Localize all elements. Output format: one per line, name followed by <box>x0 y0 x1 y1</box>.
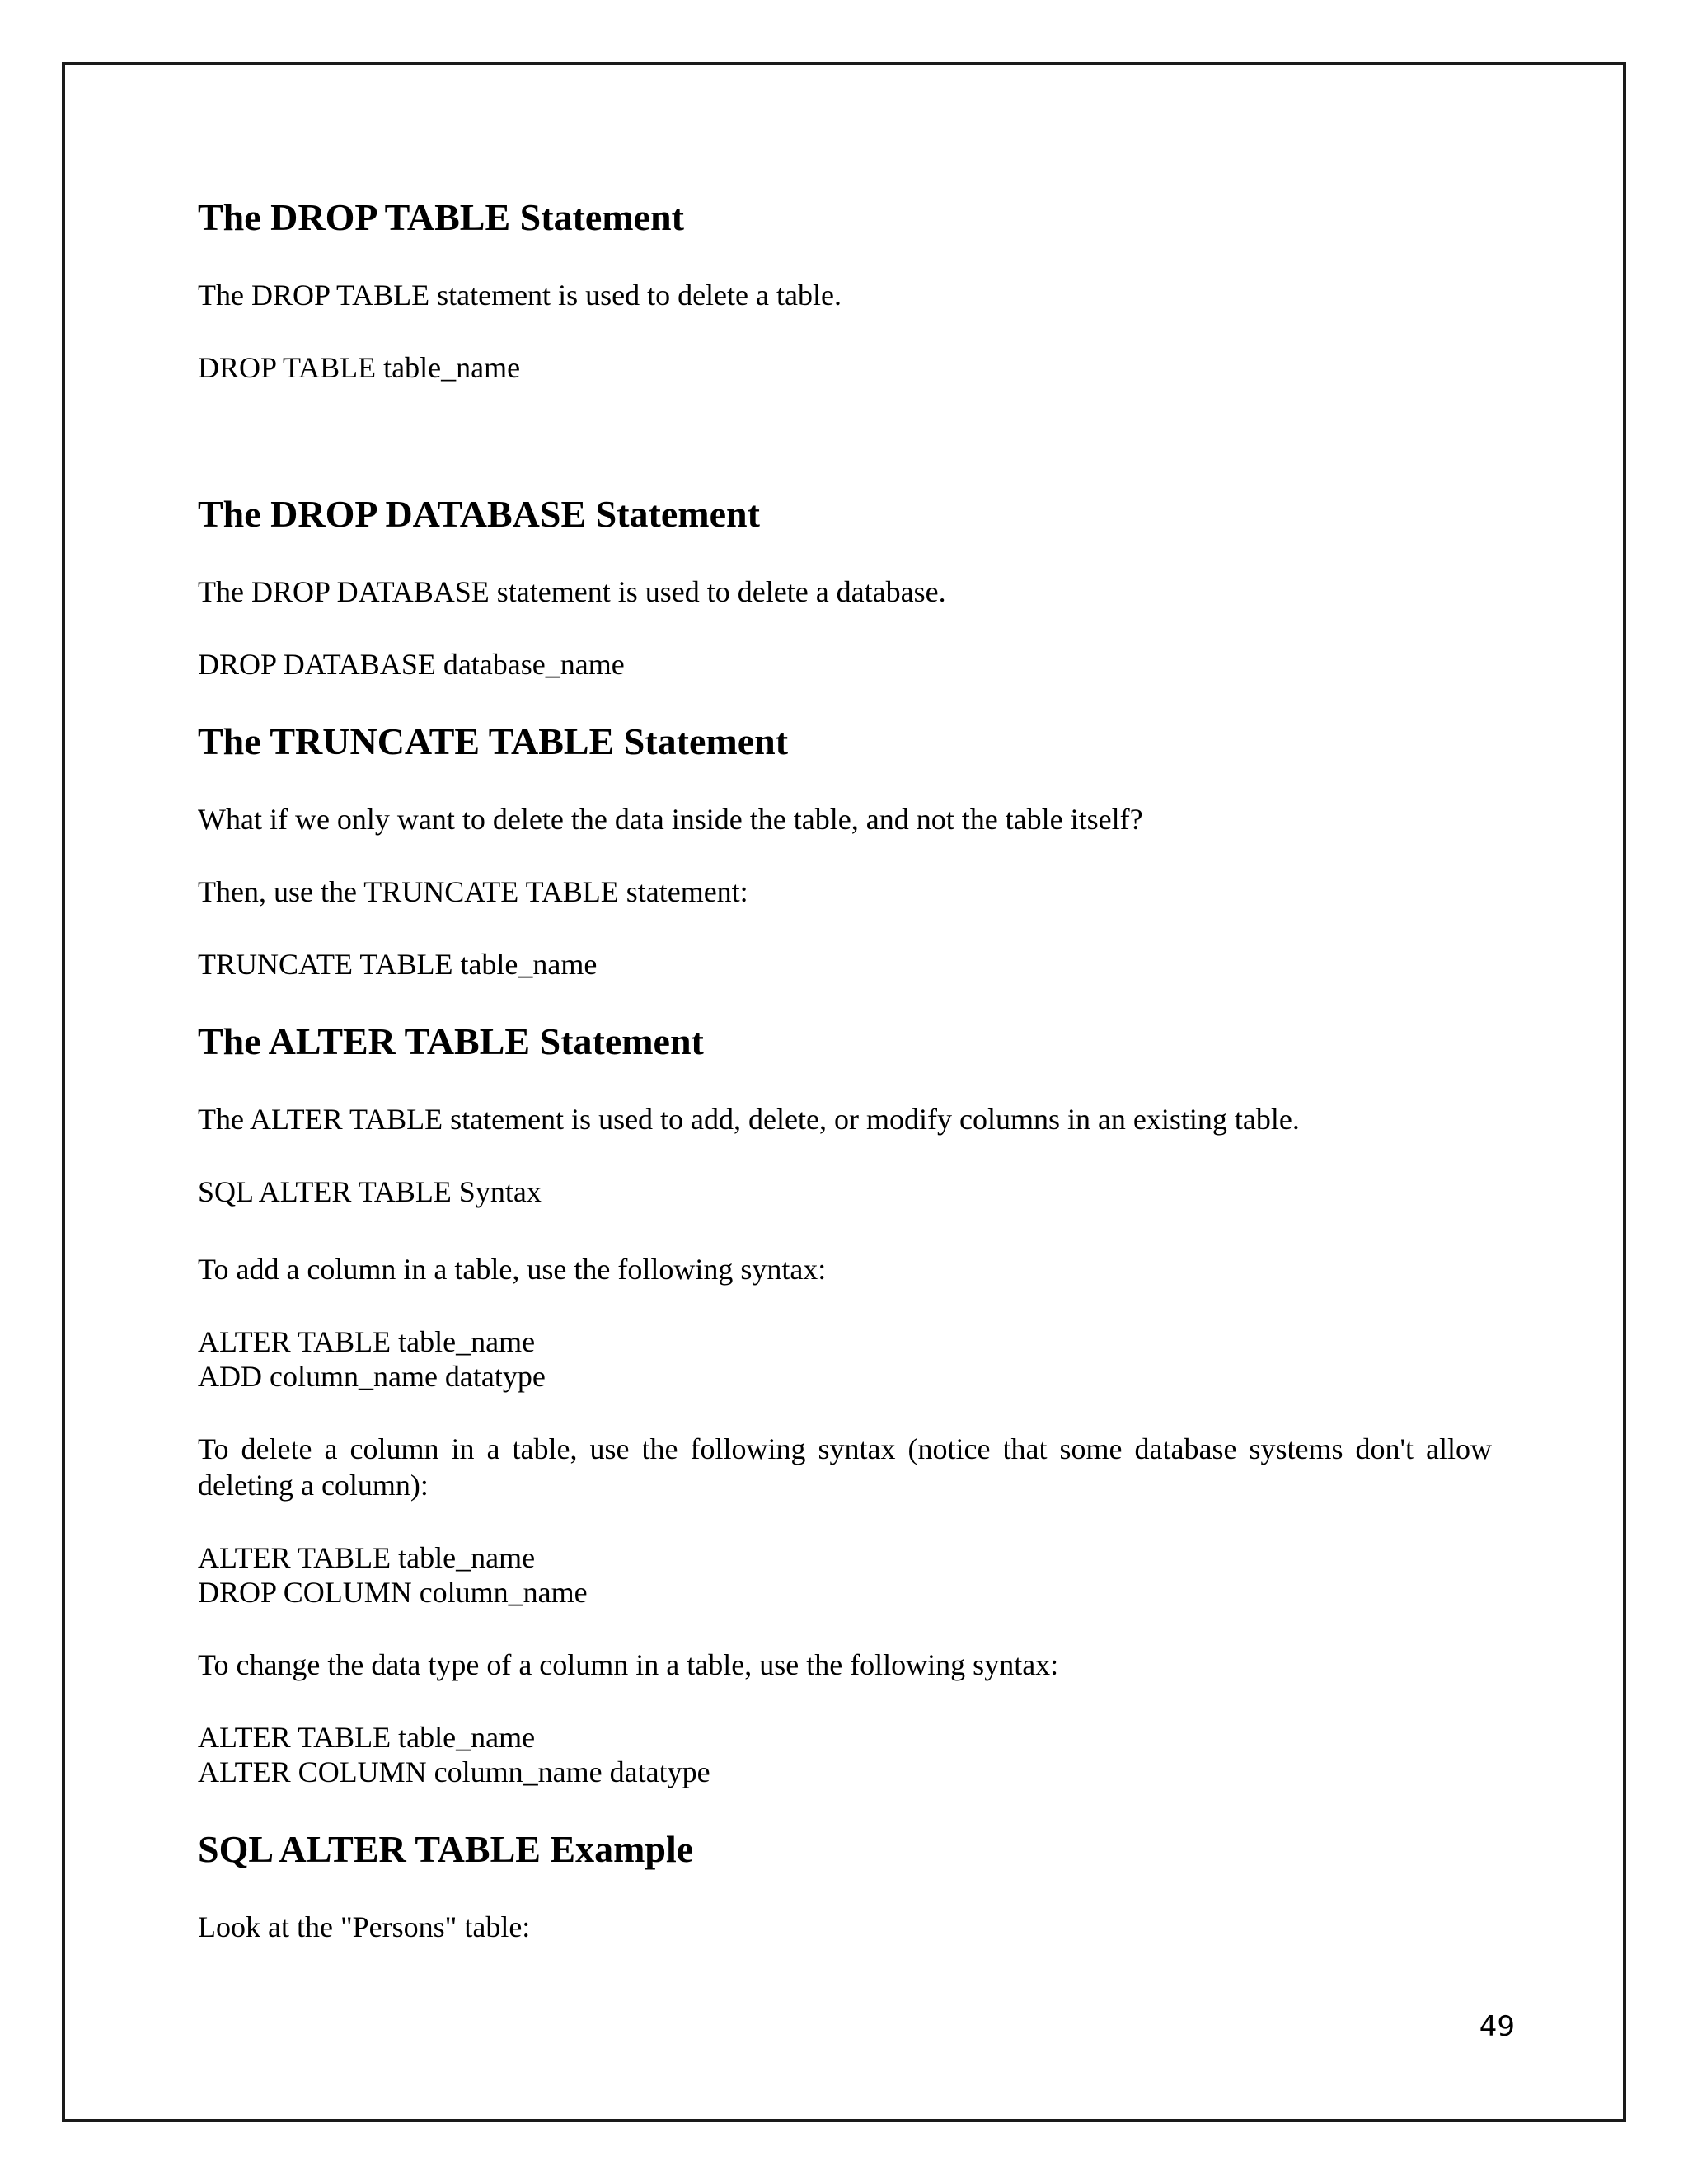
heading-alter-example: SQL ALTER TABLE Example <box>198 1828 694 1870</box>
heading-truncate-table: The TRUNCATE TABLE Statement <box>198 720 789 762</box>
alter-syntax-title: SQL ALTER TABLE Syntax <box>198 1175 542 1208</box>
alter-table-description: The ALTER TABLE statement is used to add, delete, or modify columns in an existing table. <box>198 1103 1300 1136</box>
alter-example-intro: Look at the "Persons" table: <box>198 1910 531 1943</box>
alter-add-line2: ADD column_name datatype <box>198 1360 546 1393</box>
truncate-question: What if we only want to delete the data inside the table, and not the table itself? <box>198 803 1143 836</box>
alter-add-intro: To add a column in a table, use the following syntax: <box>198 1253 827 1286</box>
page-number: 49 <box>1479 2010 1515 2043</box>
drop-table-description: The DROP TABLE statement is used to delete a table. <box>198 279 842 312</box>
alter-change-line1: ALTER TABLE table_name <box>198 1721 536 1754</box>
truncate-syntax: TRUNCATE TABLE table_name <box>198 948 598 981</box>
alter-delete-line2: DROP COLUMN column_name <box>198 1576 588 1609</box>
alter-add-line1: ALTER TABLE table_name <box>198 1325 536 1358</box>
truncate-instruction: Then, use the TRUNCATE TABLE statement: <box>198 875 748 908</box>
alter-change-line2: ALTER COLUMN column_name datatype <box>198 1755 710 1788</box>
heading-drop-database: The DROP DATABASE Statement <box>198 493 760 535</box>
heading-alter-table: The ALTER TABLE Statement <box>198 1020 704 1062</box>
drop-database-description: The DROP DATABASE statement is used to delete a database. <box>198 575 946 608</box>
alter-delete-intro: To delete a column in a table, use the following syntax (notice that some database systems don't allow deleting a column): <box>198 1432 1492 1502</box>
heading-drop-table: The DROP TABLE Statement <box>198 196 684 238</box>
drop-database-syntax: DROP DATABASE database_name <box>198 648 625 681</box>
alter-change-intro: To change the data type of a column in a table, use the following syntax: <box>198 1648 1059 1681</box>
alter-delete-line1: ALTER TABLE table_name <box>198 1541 536 1574</box>
drop-table-syntax: DROP TABLE table_name <box>198 351 521 384</box>
